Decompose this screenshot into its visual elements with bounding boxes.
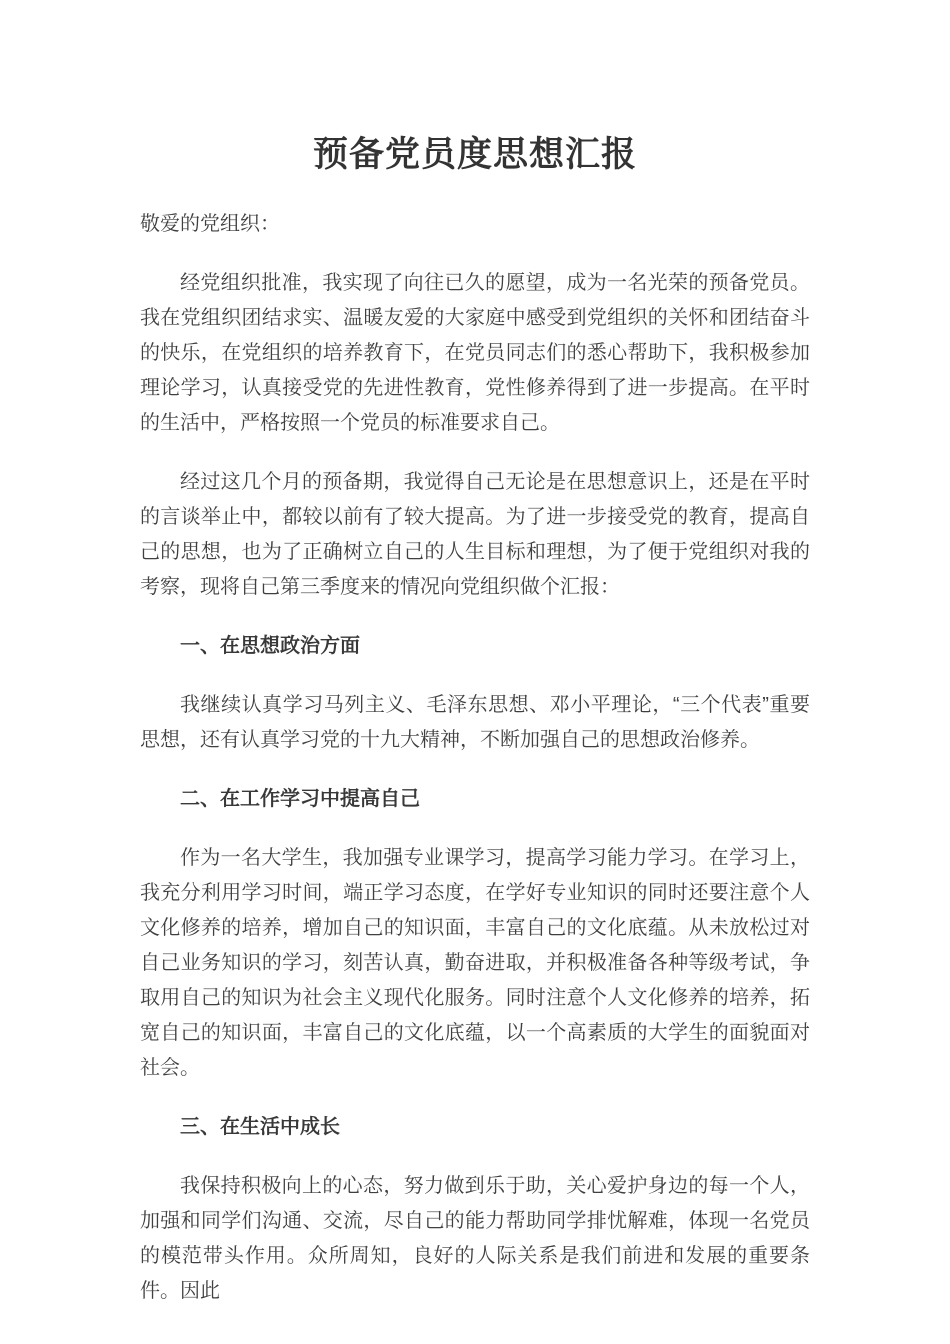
paragraph-section-3: 我保持积极向上的心态，努力做到乐于助，关心爱护身边的每一个人，加强和同学们沟通、交流，尽自己的能力帮助同学排忧解难，体现一名党员的模范带头作用。众所周知，良好的人际关系是我们前进和发展的重要条件。因此	[140, 1175, 810, 1302]
document-title: 预备党员度思想汇报	[312, 135, 637, 174]
section-heading-2: 二、在工作学习中提高自己	[180, 788, 420, 810]
section-heading-1: 一、在思想政治方面	[180, 635, 360, 657]
section-heading-3: 三、在生活中成长	[180, 1116, 340, 1138]
paragraph-section-1: 我继续认真学习马列主义、毛泽东思想、邓小平理论，“三个代表”重要思想，还有认真学习党的十九大精神，不断加强自己的思想政治修养。	[140, 694, 810, 751]
paragraph-intro: 经党组织批准，我实现了向往已久的愿望，成为一名光荣的预备党员。我在党组织团结求实、温暖友爱的大家庭中感受到党组织的关怀和团结奋斗的快乐，在党组织的培养教育下，在党员同志们的悉心帮助下，我积极参加理论学习，认真接受党的先进性教育，党性修养得到了进一步提高。在平时的生活中，严格按照一个党员的标准要求自己。	[140, 272, 810, 434]
paragraph-section-2: 作为一名大学生，我加强专业课学习，提高学习能力学习。在学习上，我充分利用学习时间，端正学习态度，在学好专业知识的同时还要注意个人文化修养的培养，增加自己的知识面，丰富自己的文化底蕴。从未放松过对自己业务知识的学习，刻苦认真，勤奋进取，并积极准备各种等级考试，争取用自己的知识为社会主义现代化服务。同时注意个人文化修养的培养，拓宽自己的知识面，丰富自己的文化底蕴，以一个高素质的大学生的面貌面对社会。	[140, 847, 810, 1079]
paragraph-overview: 经过这几个月的预备期，我觉得自己无论是在思想意识上，还是在平时的言谈举止中，都较以前有了较大提高。为了进一步接受党的教育，提高自己的思想，也为了正确树立自己的人生目标和理想，为了便于党组织对我的考察，现将自己第三季度来的情况向党组织做个汇报：	[140, 471, 810, 598]
salutation-line: 敬爱的党组织：	[140, 213, 280, 235]
